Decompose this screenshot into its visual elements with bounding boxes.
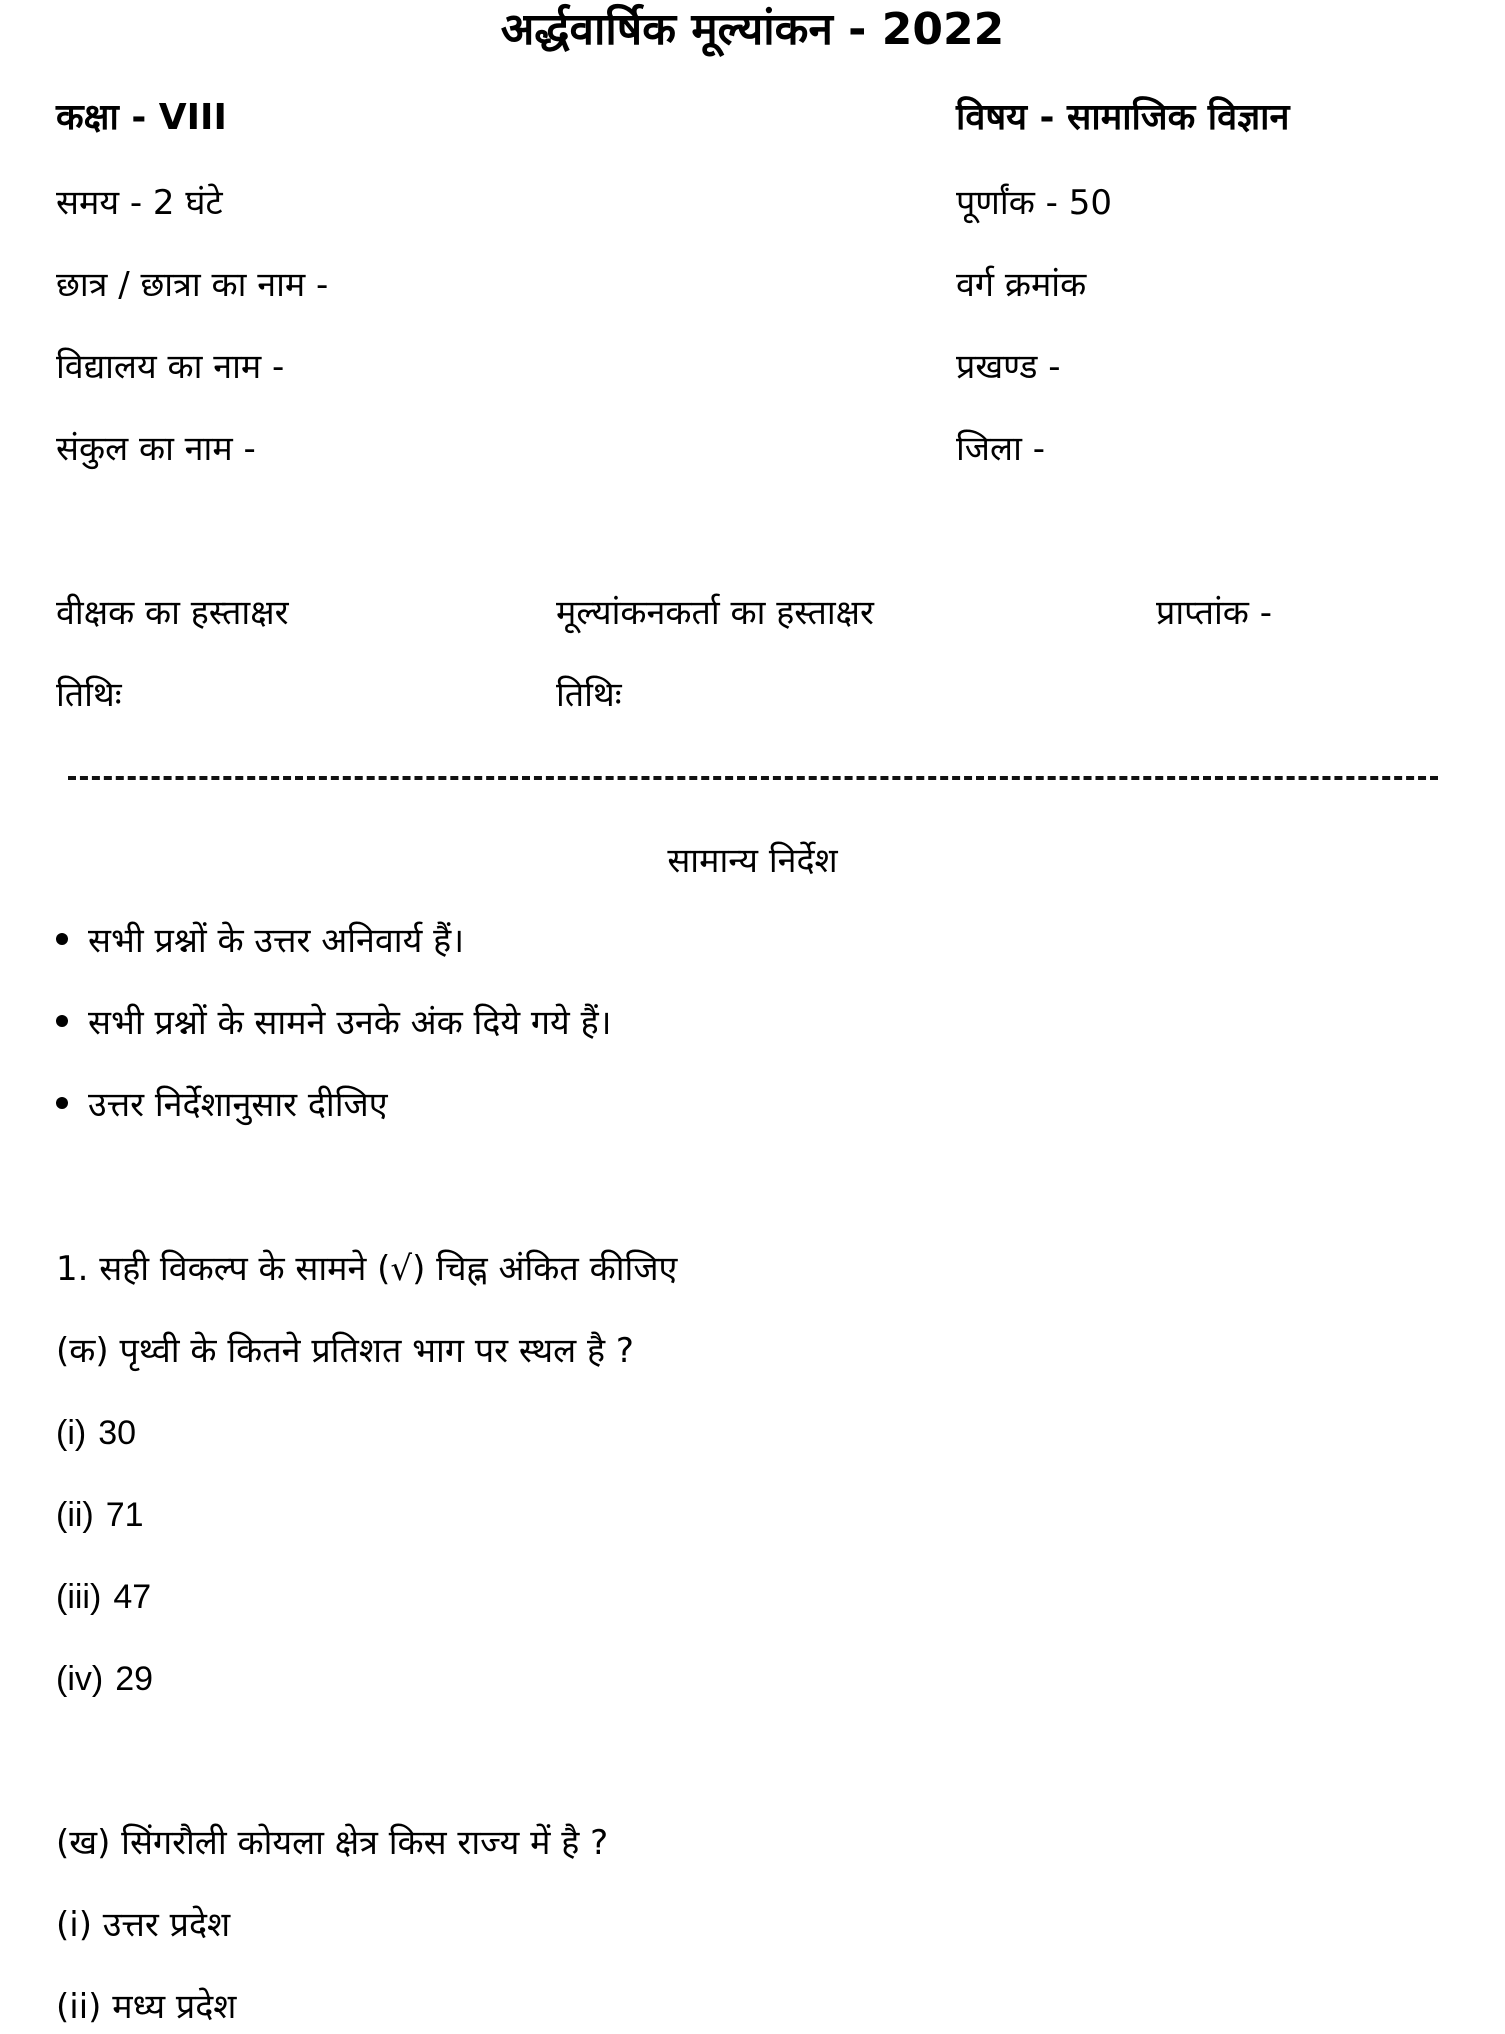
option-value: 47	[113, 1578, 152, 1616]
bullet-icon	[56, 1015, 68, 1027]
school-name-field: विद्यालय का नाम -	[56, 347, 285, 387]
instruction-text: सभी प्रश्नों के उत्तर अनिवार्य हैं।	[88, 921, 465, 961]
marks-obtained-label: प्राप्तांक -	[1156, 593, 1272, 633]
question-1-heading	[56, 1246, 677, 1292]
option-value: 30	[98, 1414, 137, 1452]
sub-question-ka	[56, 1328, 634, 1374]
class-roll-number-field: वर्ग क्रमांक	[956, 265, 1087, 305]
evaluator-signature-label: मूल्यांकनकर्ता का हस्ताक्षर	[556, 593, 874, 633]
option-item[interactable]	[56, 1656, 153, 1702]
class-label: कक्षा - VIII	[56, 97, 227, 138]
option-item[interactable]	[56, 1902, 230, 1948]
instruction-item	[56, 1082, 388, 1128]
subject-label: विषय - सामाजिक विज्ञान	[956, 97, 1290, 138]
student-name-field: छात्र / छात्रा का नाम -	[56, 265, 329, 305]
option-label: (ii)	[56, 1496, 94, 1534]
evaluator-date-label: तिथिः	[556, 675, 622, 715]
instructions-title: सामान्य निर्देश	[667, 841, 838, 881]
instruction-text: सभी प्रश्नों के सामने उनके अंक दिये गये हैं।	[88, 1003, 612, 1043]
time-label: समय - 2 घंटे	[56, 183, 223, 223]
full-marks-label: पूर्णांक - 50	[956, 183, 1112, 223]
bullet-icon	[56, 1097, 68, 1109]
option-value: उत्तर प्रदेश	[102, 1905, 231, 1945]
sub-question-label: (ख)	[56, 1823, 111, 1863]
option-label: (i)	[56, 1414, 87, 1452]
district-field: जिला -	[956, 429, 1045, 469]
option-item[interactable]	[56, 1410, 136, 1456]
option-item[interactable]	[56, 1492, 144, 1538]
block-field: प्रखण्ड -	[956, 347, 1061, 387]
option-item[interactable]	[56, 1984, 236, 2030]
question-number: 1.	[56, 1249, 89, 1289]
option-value: 71	[105, 1496, 144, 1534]
invigilator-signature-label: वीक्षक का हस्ताक्षर	[56, 593, 289, 633]
instruction-item	[56, 918, 464, 964]
option-label: (iii)	[56, 1578, 102, 1616]
option-label: (ii)	[56, 1987, 102, 2027]
sub-question-text: पृथ्वी के कितने प्रतिशत भाग पर स्थल है ?	[119, 1331, 634, 1371]
option-item[interactable]	[56, 1574, 151, 1620]
option-label: (iv)	[56, 1660, 104, 1698]
page-title: अर्द्धवार्षिक मूल्यांकन - 2022	[500, 4, 1005, 55]
instruction-text: उत्तर निर्देशानुसार दीजिए	[88, 1085, 388, 1125]
dashed-divider	[68, 776, 1438, 780]
option-value: मध्य प्रदेश	[112, 1987, 237, 2027]
option-label: (i)	[56, 1905, 92, 1945]
instruction-item	[56, 1000, 612, 1046]
question-text: सही विकल्प के सामने (√) चिह्न अंकित कीजिए	[99, 1249, 678, 1289]
sub-question-label: (क)	[56, 1331, 109, 1371]
bullet-icon	[56, 933, 68, 945]
cluster-name-field: संकुल का नाम -	[56, 429, 256, 469]
sub-question-kha	[56, 1820, 608, 1866]
option-value: 29	[115, 1660, 154, 1698]
sub-question-text: सिंगरौली कोयला क्षेत्र किस राज्य में है ?	[121, 1823, 609, 1863]
invigilator-date-label: तिथिः	[56, 675, 122, 715]
